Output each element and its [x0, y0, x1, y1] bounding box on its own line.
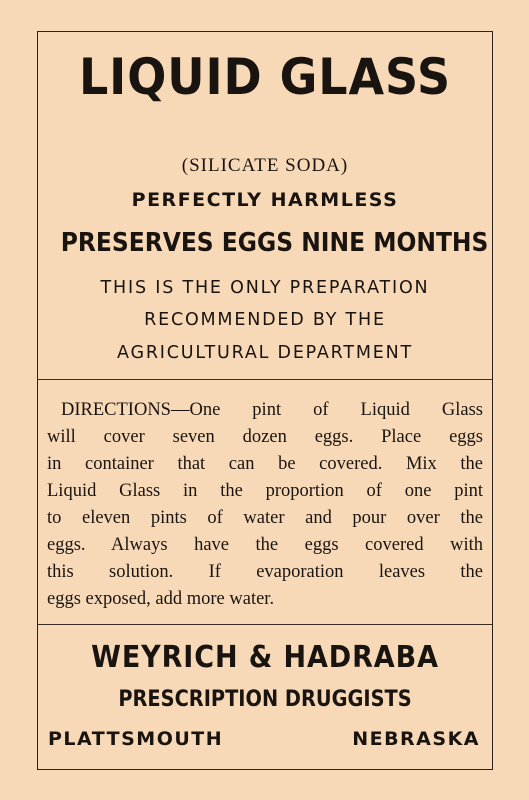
advertisement-frame [37, 31, 493, 770]
footer-section [38, 624, 492, 771]
recommendation-line: RECOMMENDED BY THE [144, 310, 386, 330]
ad-tagline: PERFECTLY HARMLESS [131, 189, 399, 211]
firm-name: WEYRICH & HADRABA [91, 640, 439, 675]
directions-line: Liquid Glass in the proportion of one pint [47, 481, 483, 501]
directions-text [47, 397, 483, 613]
directions-line: this solution. If evaporation leaves the [47, 562, 483, 582]
city-name: PLATTSMOUTH [48, 728, 224, 750]
directions-line: to eleven pints of water and pour over the [47, 508, 483, 528]
directions-line: eggs. Always have the eggs covered with [47, 535, 483, 555]
directions-line: eggs exposed, add more water. [47, 589, 275, 609]
recommendation-line: THIS IS THE ONLY PREPARATION [100, 278, 430, 298]
directions-line: DIRECTIONS—One pint of Liquid Glass [61, 400, 483, 420]
ad-subtitle: (SILICATE SODA) [181, 155, 349, 176]
state-name: NEBRASKA [352, 728, 480, 750]
ad-headline: PRESERVES EGGS NINE MONTHS [60, 228, 489, 258]
directions-section [38, 379, 492, 624]
directions-line: will cover seven dozen eggs. Place eggs [47, 427, 483, 447]
recommendation-line: AGRICULTURAL DEPARTMENT [117, 343, 413, 363]
header-section [38, 32, 492, 379]
ad-title: LIQUID GLASS [78, 48, 452, 106]
location-row [48, 728, 480, 750]
firm-profession: PRESCRIPTION DRUGGISTS [118, 687, 412, 712]
directions-line: in container that can be covered. Mix the [47, 454, 483, 474]
